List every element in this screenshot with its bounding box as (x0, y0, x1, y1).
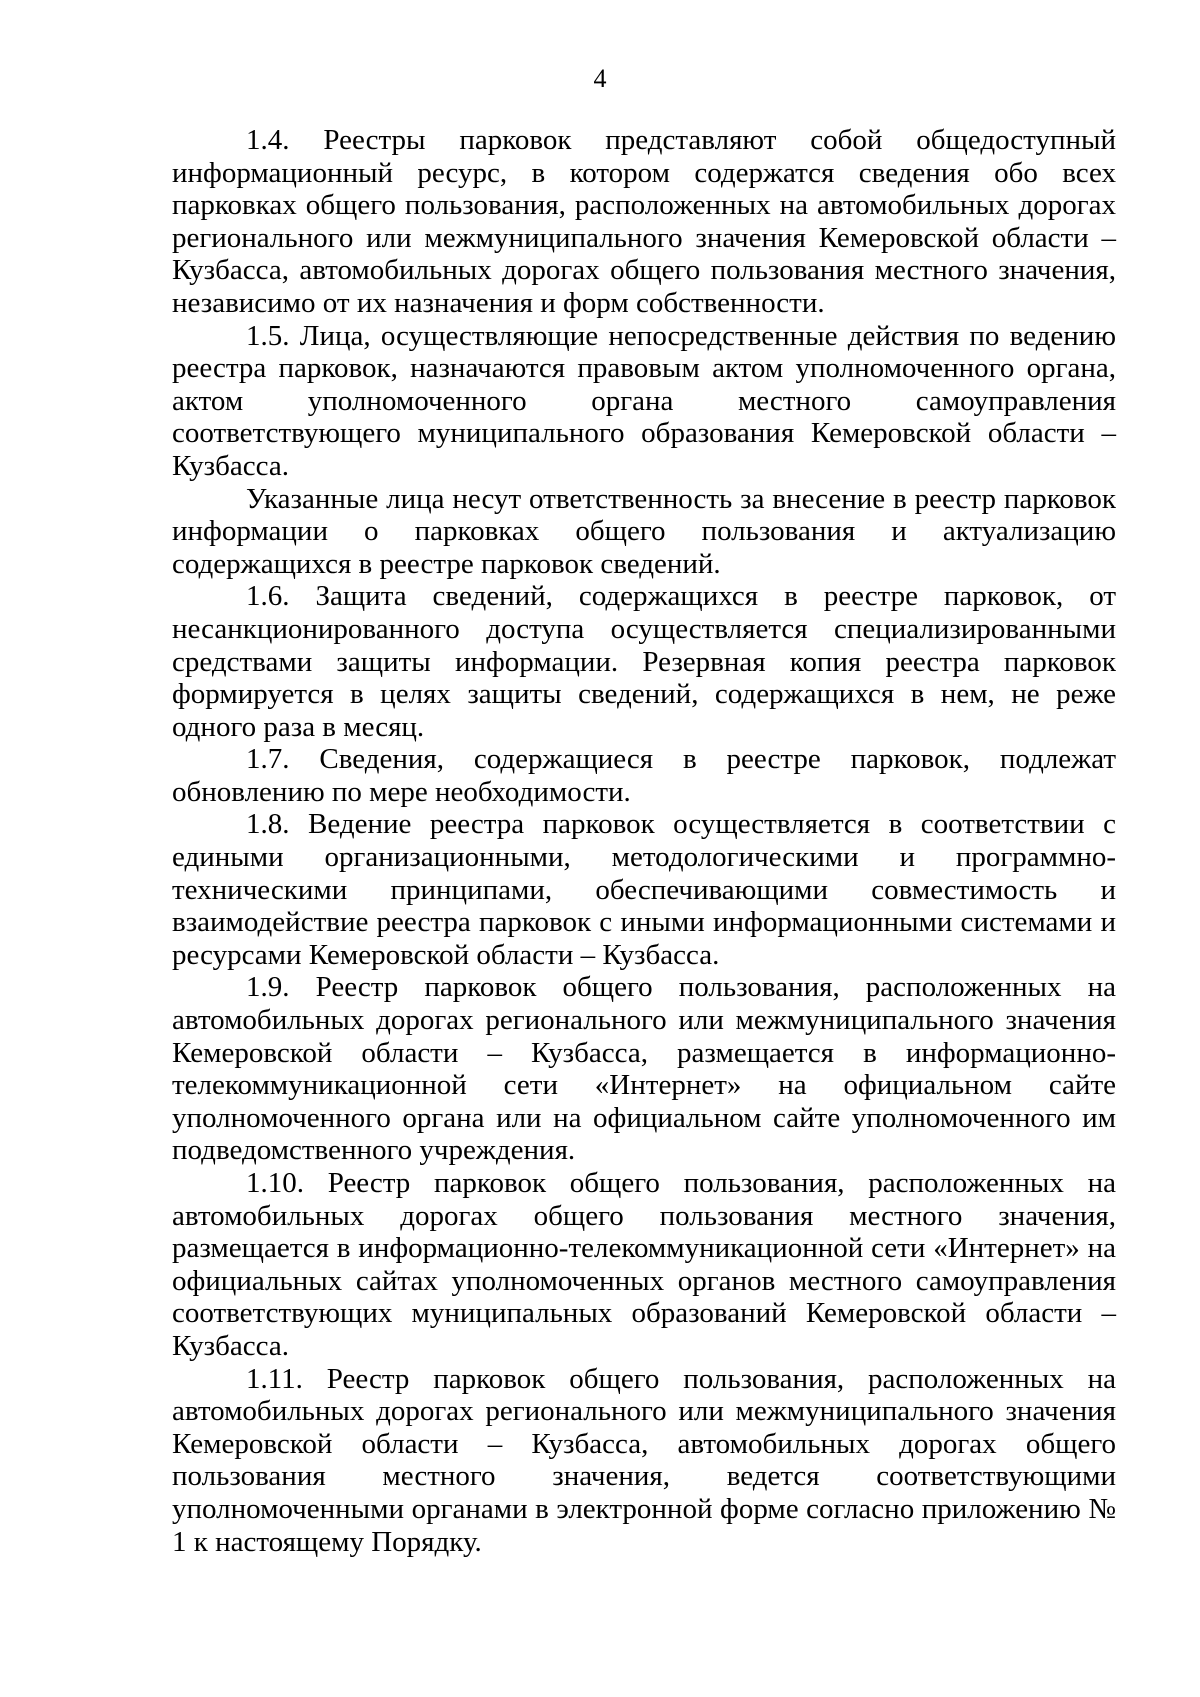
document-body (172, 124, 1116, 1558)
paragraph-1-4: 1.4. Реестры парковок представляют собой общедоступный информационный ресурс, в котором содержатся сведения обо всех парковках общего пользования, расположенных на автомобильных дорогах регионального или межмуниципального значения Кемеровской области – Кузбасса, автомобильных дорогах общего пользования местного значения, независимо от их назначения и форм собственности. (172, 124, 1116, 319)
paragraph-1-5-responsibility: Указанные лица несут ответственность за внесение в реестр парковок информации о парковках общего пользования и актуализацию содержащихся в реестре парковок сведений. (172, 482, 1116, 580)
paragraph-1-9: 1.9. Реестр парковок общего пользования, расположенных на автомобильных дорогах регионального или межмуниципального значения Кемеровской области – Кузбасса, размещается в информационно-телекоммуникационной сети «Интернет» на официальном сайте уполномоченного органа или на официальном сайте уполномоченного им подведомственного учреждения. (172, 971, 1116, 1167)
paragraph-1-10: 1.10. Реестр парковок общего пользования, расположенных на автомобильных дорогах общего пользования местного значения, размещается в информационно-телекоммуникационной сети «Интернет» на официальных сайтах уполномоченных органов местного самоуправления соответствующих муниципальных образований Кемеровской области – Кузбасса. (172, 1167, 1116, 1362)
paragraph-1-7: 1.7. Сведения, содержащиеся в реестре парковок, подлежат обновлению по мере необходимости. (172, 743, 1116, 808)
paragraph-1-11: 1.11. Реестр парковок общего пользования, расположенных на автомобильных дорогах регионального или межмуниципального значения Кемеровской области – Кузбасса, автомобильных дорогах общего пользования местного значения, ведется соответствующими уполномоченными органами в электронной форме согласно приложению № 1 к настоящему Порядку. (172, 1362, 1116, 1558)
paragraph-1-6: 1.6. Защита сведений, содержащихся в реестре парковок, от несанкционированного доступа осуществляется специализированными средствами защиты информации. Резервная копия реестра парковок формируется в целях защиты сведений, содержащихся в нем, не реже одного раза в месяц. (172, 580, 1116, 743)
paragraph-1-8: 1.8. Ведение реестра парковок осуществляется в соответствии с едиными организационными, методологическими и программно-техническими принципами, обеспечивающими совместимость и взаимодействие реестра парковок с иными информационными системами и ресурсами Кемеровской области – Кузбасса. (172, 808, 1116, 971)
page-number: 4 (593, 64, 607, 93)
paragraph-1-5: 1.5. Лица, осуществляющие непосредственные действия по ведению реестра парковок, назначаются правовым актом уполномоченного органа, актом уполномоченного органа местного самоуправления соответствующего муниципального образования Кемеровской области – Кузбасса. (172, 319, 1116, 482)
